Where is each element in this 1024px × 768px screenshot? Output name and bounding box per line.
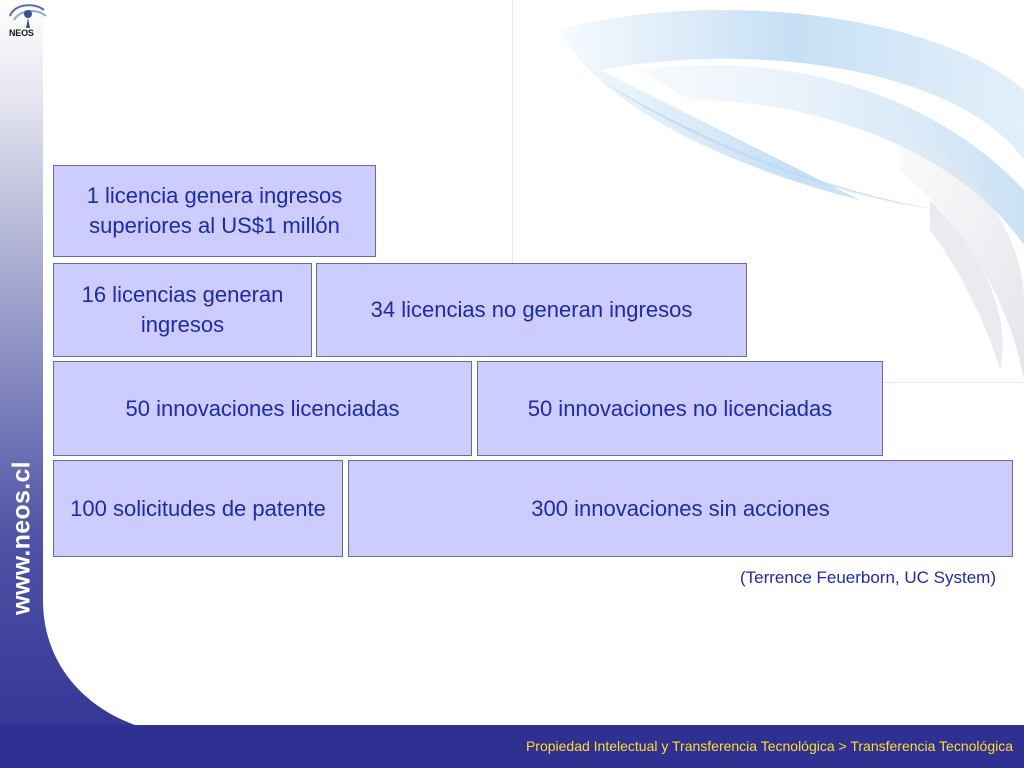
box-50-innovaciones-no-licenciadas: 50 innovaciones no licenciadas xyxy=(477,361,883,456)
box-34-licencias-sin-ingresos: 34 licencias no generan ingresos xyxy=(316,263,747,357)
box-16-licencias-ingresos: 16 licencias generan ingresos xyxy=(53,263,312,357)
box-1-licencia-millon: 1 licencia genera ingresos superiores al US$1 millón xyxy=(53,165,376,257)
site-url: www.neos.cl xyxy=(7,461,36,615)
box-100-solicitudes-patente: 100 solicitudes de patente xyxy=(53,460,343,557)
logo-text: NEOS xyxy=(9,28,34,38)
box-300-innovaciones-sin-acciones: 300 innovaciones sin acciones xyxy=(348,460,1013,557)
source-citation: (Terrence Feuerborn, UC System) xyxy=(739,568,996,587)
box-50-innovaciones-licenciadas: 50 innovaciones licenciadas xyxy=(53,361,472,456)
footer-breadcrumb: Propiedad Intelectual y Transferencia Tecnológica > Transferencia Tecnológica xyxy=(525,738,1013,754)
neos-logo xyxy=(4,2,52,46)
